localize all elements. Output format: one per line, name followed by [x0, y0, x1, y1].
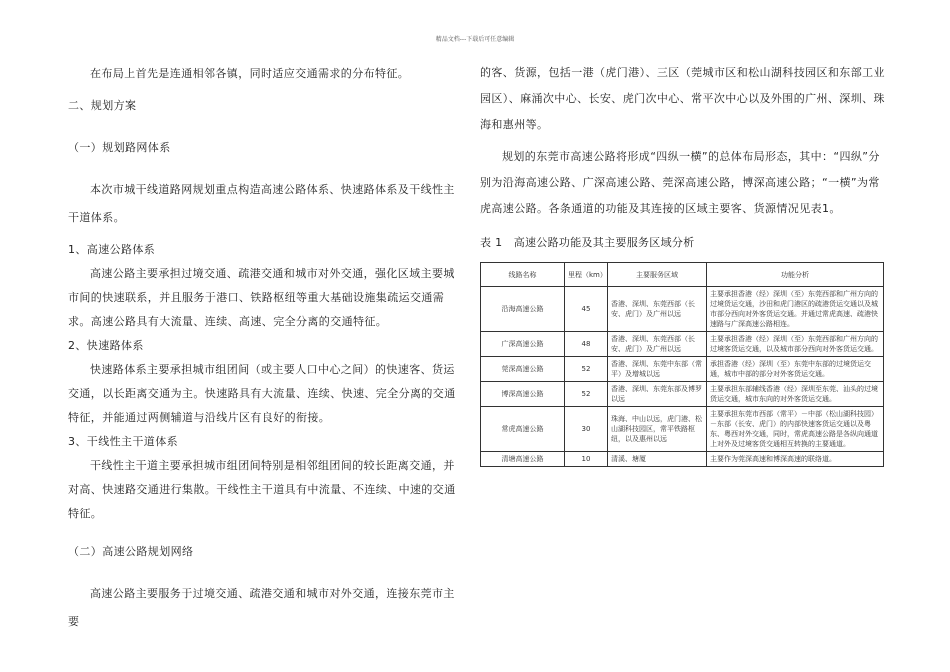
table-row	[481, 407, 884, 452]
table-row	[481, 332, 884, 357]
cell-length: 45	[565, 287, 608, 332]
cell-name: 沿海高速公路	[481, 287, 565, 332]
cell-name: 常虎高速公路	[481, 407, 565, 452]
paragraph-sources: 的客、货源，包括一港（虎门港）、三区（莞城市区和松山湖科技园区和东部工业园区）、麻涌次中心、长安、虎门次中心、常平次中心以及外围的广州、深圳、珠海和惠州等。	[480, 66, 885, 131]
heading-fast-road: 2、快速路体系	[68, 339, 144, 352]
cell-name: 广深高速公路	[481, 332, 565, 357]
page-header: 精品文档---下载后可任意编辑	[435, 36, 515, 43]
paragraph-fast-road: 快速路体系主要承担城市组团间（或主要人口中心之间）的快速客、货运交通，以长距离交通为主。快速路具有大流量、连续、快速、完全分离的交通特征，并能通过两侧辅道与沿线片区有良好的衔接。	[68, 363, 456, 424]
right-column	[480, 60, 886, 467]
cell-length: 30	[565, 407, 608, 452]
left-column	[68, 60, 466, 636]
cell-area: 香港、深圳、东莞中东部（常平）及增城以远	[608, 357, 707, 382]
header-line-name: 线路名称	[481, 263, 565, 287]
header-service-area: 主要服务区域	[608, 263, 707, 287]
paragraph-road-system: 本次市城干线道路网规划重点构造高速公路体系、快速路体系及干线性主干道体系。	[68, 183, 455, 224]
cell-function: 主要作为莞深高速和博深高速的联络道。	[707, 452, 884, 467]
cell-length: 52	[565, 357, 608, 382]
table-row	[481, 382, 884, 407]
cell-function: 主要承担东部辅线香港（经）深圳至东莞、汕头的过境货运交通，城市东向的对外客货运交通。	[707, 382, 884, 407]
cell-name: 博深高速公路	[481, 382, 565, 407]
cell-name: 清塘高速公路	[481, 452, 565, 467]
cell-area: 珠海、中山以远，虎门港、松山湖科技园区，常平铁路枢纽，以及惠州以远	[608, 407, 707, 452]
heading-expressway: 1、高速公路体系	[68, 243, 156, 256]
heading-plan: 二、规划方案	[68, 99, 137, 112]
cell-area: 香港、深圳、东莞西部（长安、虎门）及广州以远	[608, 287, 707, 332]
header-length: 里程（km）	[565, 263, 608, 287]
table-header-row	[481, 263, 884, 287]
paragraph-expressway: 高速公路主要承担过境交通、疏港交通和城市对外交通，强化区域主要城市间的快速联系，并且服务于港口、铁路枢纽等重大基础设施集疏运交通需求。高速公路具有大流量、连续、高速、完全分离的交通特征。	[68, 267, 455, 328]
cell-length: 48	[565, 332, 608, 357]
heading-trunk-road: 3、干线性主干道体系	[68, 435, 178, 448]
paragraph-layout: 在布局上首先是连通相邻各镇，同时适应交通需求的分布特征。	[90, 67, 410, 80]
cell-name: 莞深高速公路	[481, 357, 565, 382]
cell-function: 主要承担香港（经）深圳（至）东莞西部和广州方向的过境货运交通，沙田和虎门港区的疏港货运交通以及城市部分西向对外客货运交通。并通过常虎高速、疏港快速路与广深高速公路相连。	[707, 287, 884, 332]
cell-area: 清溪、塘厦	[608, 452, 707, 467]
cell-function: 主要承担东莞市西部（常平）－中部（松山湖科技园）－东部（长安、虎门）的内部快速客货运交通以及粤东、粤西对外交通，同时，常虎高速公路是各纵向通道上对外及过境客货交通相互转换的主要通道。	[707, 407, 884, 452]
cell-function: 主要承担香港（经）深圳（至）东莞西部和广州方向的过境客货运交通，以及城市部分西向对外客货运交通。	[707, 332, 884, 357]
cell-area: 香港、深圳、东莞西部（长安、虎门）及广州以远	[608, 332, 707, 357]
heading-expressway-network: （二）高速公路规划网络	[68, 545, 194, 558]
table-caption: 表 1 高速公路功能及其主要服务区域分析	[480, 236, 695, 249]
cell-length: 52	[565, 382, 608, 407]
paragraph-layout-form: 规划的东莞市高速公路将形成“四纵一横”的总体布局形态，其中：“四纵”分别为沿海高速公路、广深高速公路、莞深高速公路，博深高速公路；“一横”为常虎高速公路。各条通道的功能及其连接的区域主要客、货源情况见表1。	[480, 150, 880, 215]
table-row	[481, 452, 884, 467]
cell-length: 10	[565, 452, 608, 467]
paragraph-expressway-network: 高速公路主要服务于过境交通、疏港交通和城市对外交通，连接东莞市主要	[68, 587, 455, 628]
heading-road-system: （一）规划路网体系	[68, 141, 171, 154]
expressway-table	[480, 262, 884, 467]
header-function: 功能分析	[707, 263, 884, 287]
table-row	[481, 287, 884, 332]
table-row	[481, 357, 884, 382]
paragraph-trunk-road: 干线性主干道主要承担城市组团间特别是相邻组团间的较长距离交通，并对高、快速路交通进行集散。干线性主干道具有中流量、不连续、中速的交通特征。	[68, 459, 456, 520]
cell-function: 承担香港（经）深圳（至）东莞中东部的过境货运交通，城市中部的部分对外客货运交通。	[707, 357, 884, 382]
cell-area: 香港、深圳、东莞东部及博罗以远	[608, 382, 707, 407]
